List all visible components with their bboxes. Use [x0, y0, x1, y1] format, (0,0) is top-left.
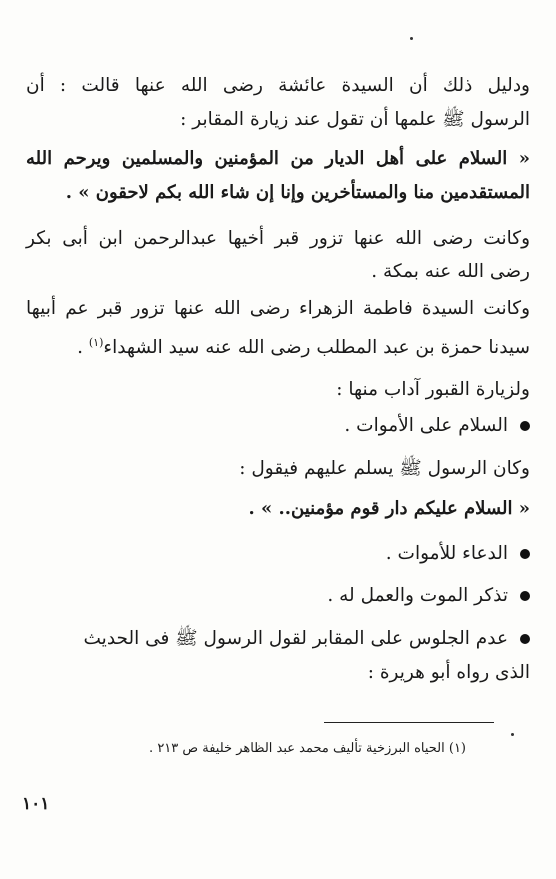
footnote-divider	[324, 722, 494, 723]
text-line-16: الذى رواه أبو هريرة :	[367, 662, 530, 683]
bullet-icon	[520, 421, 530, 431]
footnote: (١) الحياه البرزخية تأليف محمد عبد الظاهر خليفة ص ٢١٣ .	[149, 741, 466, 756]
text-line-1: ودليل ذلك أن السيدة عائشة رضى الله عنها قالت : أن	[26, 75, 530, 96]
bullet-item-3	[26, 583, 530, 609]
bullet-item-1	[26, 413, 530, 439]
text-line-5: وكانت رضى الله عنها تزور قبر أخيها عبدالرحمن ابن أبى بكر	[26, 228, 530, 249]
footnote-ref: (١)	[88, 336, 104, 349]
text-line-9: ولزيارة القبور آداب منها :	[336, 379, 530, 400]
bullet-item-4	[26, 626, 530, 652]
text-line-2: الرسول ﷺ علمها أن تقول عند زيارة المقابر :	[180, 109, 530, 130]
quote-line-3: « السلام عليكم دار قوم مؤمنين.. » .	[248, 498, 530, 519]
page-number: ١٠١	[22, 794, 50, 814]
text-line-6: رضى الله عنه بمكة .	[371, 261, 530, 282]
bullet-item-3-text: تذكر الموت والعمل له .	[327, 585, 508, 606]
quote-line-2: المستقدمين منا والمستأخرين وإنا إن شاء الله بكم لاحقون » .	[65, 182, 530, 203]
bullet-icon	[520, 634, 530, 644]
text-line-8	[26, 330, 530, 361]
text-line-8-end: .	[77, 337, 89, 359]
quote-line-1: « السلام على أهل الديار من المؤمنين والمسلمين ويرحم الله	[26, 148, 530, 169]
bullet-icon	[520, 591, 530, 601]
bullet-icon	[520, 549, 530, 559]
text-line-11: وكان الرسول ﷺ يسلم عليهم فيقول :	[239, 458, 530, 479]
bullet-item-2	[26, 541, 530, 567]
text-line-7: وكانت السيدة فاطمة الزهراء رضى الله عنها تزور قبر عم أبيها	[26, 298, 530, 319]
text-line-8-body: سيدنا حمزة بن عبد المطلب رضى الله عنه سيد الشهداء	[103, 337, 530, 359]
bullet-item-4-text: عدم الجلوس على المقابر لقول الرسول ﷺ فى الحديث	[83, 628, 508, 649]
bullet-item-1-text: السلام على الأموات .	[344, 415, 508, 436]
bullet-item-2-text: الدعاء للأموات .	[385, 543, 508, 564]
